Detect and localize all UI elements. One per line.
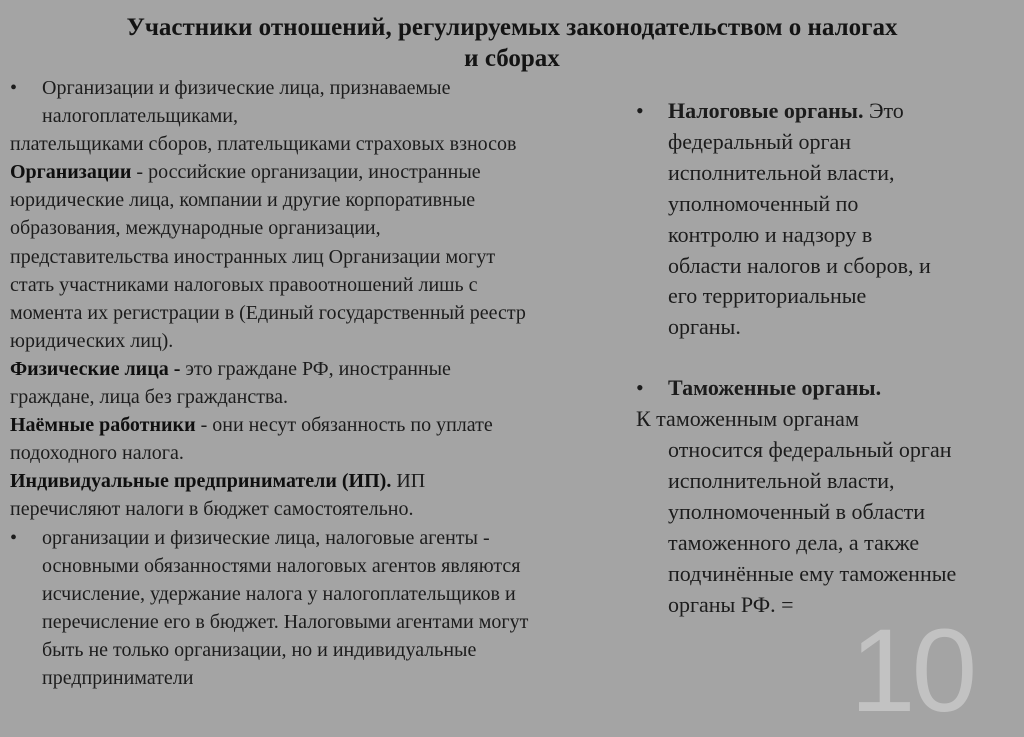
agents-line-6: предприниматели [42, 666, 194, 689]
agents-line-3: исчисление, удержание налога у налогоплательщиков и [42, 582, 516, 605]
employees-line-2: подоходного налога. [10, 442, 184, 465]
organizations-line-7: юридических лиц). [10, 329, 174, 352]
bullet-marker: • [636, 98, 644, 123]
customs-line-5: таможенного дела, а также [668, 529, 920, 555]
organizations-line-1: - российские организации, иностранные [131, 161, 481, 184]
organizations-label: Организации [10, 161, 132, 184]
individuals-label: Физические лица - [10, 357, 181, 380]
organizations-line-3: образования, международные организации, [10, 217, 381, 240]
tax-line-6: области налогов и сборов, и [668, 252, 931, 278]
customs-line-1: К таможенным органам [636, 406, 859, 432]
employees-label: Наёмные работники [10, 414, 196, 437]
bullet-tax-agents [10, 524, 630, 693]
bullet-payers [10, 74, 630, 130]
organizations-line-6: момента их регистрации в (Единый государственный реестр [10, 301, 526, 324]
organizations-line-5: стать участниками налоговых правоотношений лишь с [10, 273, 478, 296]
organizations-paragraph [10, 158, 630, 186]
title-line-2: и сборах [464, 45, 560, 72]
left-column [10, 74, 630, 692]
customs-label: Таможенные органы. [668, 375, 882, 401]
entrepreneurs-line-2: перечисляют налоги в бюджет самостоятельно. [10, 498, 414, 521]
tax-line-2: федеральный орган [668, 128, 852, 154]
individuals-line-1: это граждане РФ, иностранные [180, 357, 451, 380]
customs-line-6: подчинённые ему таможенные [668, 560, 957, 586]
employees-paragraph [10, 411, 630, 439]
agents-line-5: быть не только организации, но и индивидуальные [42, 638, 477, 661]
title-line-1: Участники отношений, регулируемых законодательством о налогах [126, 14, 898, 41]
individuals-line-2: граждане, лица без гражданства. [10, 386, 289, 409]
payers-line-3: плательщиками сборов, плательщиками страховых взносов [10, 133, 517, 156]
bullet-customs [636, 373, 1016, 404]
entrepreneurs-line-1: ИП [391, 470, 426, 493]
bullet-tax-authorities [636, 96, 1016, 127]
slide-title [0, 12, 1024, 74]
payers-line-1: Организации и физические лица, признаваемые [42, 77, 451, 99]
tax-line-5: контролю и надзору в [668, 221, 873, 247]
customs-line-4: уполномоченный в области [668, 498, 926, 524]
bullet-marker: • [10, 77, 18, 99]
right-column [636, 96, 1016, 621]
entrepreneurs-paragraph [10, 467, 630, 495]
bullet-marker: • [636, 375, 644, 401]
customs-line-3: исполнительной власти, [668, 467, 895, 493]
tax-authorities-label: Налоговые органы. [668, 98, 864, 123]
bullet-marker: • [10, 526, 18, 549]
organizations-line-2: юридические лица, компании и другие корпоративные [10, 189, 476, 212]
employees-line-1: - они несут обязанность по уплате [195, 414, 493, 437]
payers-line-2: налогоплательщиками, [42, 105, 238, 128]
agents-line-4: перечисление его в бюджет. Налоговыми агентами могут [42, 610, 529, 633]
agents-line-2: основными обязанностями налоговых агентов являются [42, 554, 521, 577]
tax-line-4: уполномоченный по [668, 190, 859, 216]
entrepreneurs-label: Индивидуальные предприниматели (ИП). [10, 470, 392, 493]
organizations-line-4: представительства иностранных лиц Организации могут [10, 245, 496, 268]
individuals-paragraph [10, 355, 630, 383]
agents-line-1: организации и физические лица, налоговые агенты - [42, 526, 490, 549]
tax-line-7: его территориальные [668, 283, 867, 309]
tax-line-8: органы. [668, 314, 741, 340]
customs-line-7: органы РФ. = [668, 591, 794, 617]
slide-number: 10 [850, 605, 974, 737]
tax-line-3: исполнительной власти, [668, 159, 895, 185]
tax-line-1: Это [863, 98, 904, 123]
customs-line-2: относится федеральный орган [668, 437, 952, 463]
